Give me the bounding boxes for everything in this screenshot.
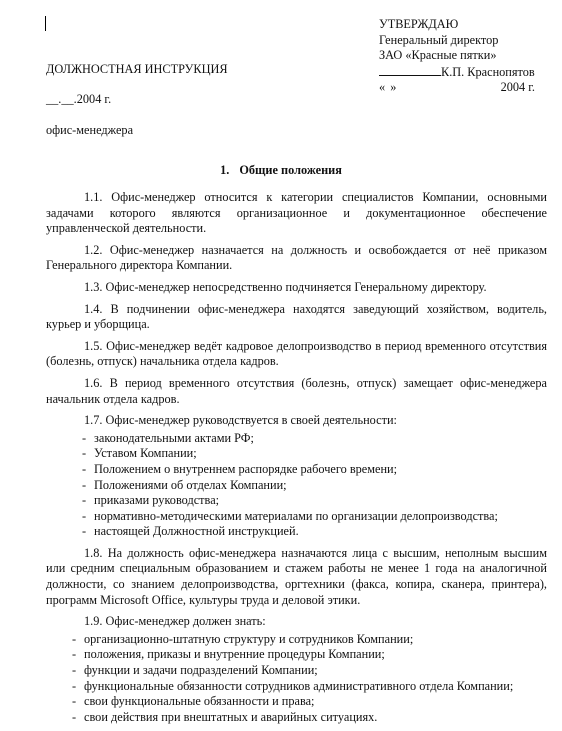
list-dash: - [82, 430, 87, 445]
section-title: Общие положения [239, 163, 342, 177]
list-item-text: положения, приказы и внутренние процедуры Компании; [84, 647, 385, 662]
approval-heading: УТВЕРЖДАЮ [379, 17, 459, 31]
list-item [46, 478, 547, 494]
signature-line [379, 64, 441, 76]
paragraph-1-9: 1.9. Офис-менеджер должен знать: [84, 614, 266, 629]
approval-company: ЗАО «Красные пятки» [379, 48, 497, 62]
list-item-text: нормативно-методическими материалами по организации делопроизводства; [94, 508, 498, 523]
section-number: 1. [220, 163, 230, 177]
document-subject: офис-менеджера [46, 123, 134, 137]
list-item-text: законодательными актами РФ; [94, 430, 254, 445]
approval-block [379, 17, 535, 96]
list-dash: - [72, 709, 77, 724]
approval-position: Генеральный директор [379, 32, 499, 47]
list-item [46, 663, 547, 679]
section-heading [0, 163, 562, 178]
list-item-text: свои действия при внештатных и аварийных ситуациях. [84, 709, 378, 724]
paragraph-1-2: 1.2. Офис-менеджер назначается на должность и освобождается от неё приказом Генерального директора Компании. [46, 242, 547, 273]
approval-signature-row [379, 64, 535, 81]
paragraph-1-8: 1.8. На должность офис-менеджера назначаются лица с высшим, неполным высшим или средним специальным образованием и стажем работы не менее 1 года на аналогичной должности, со знанием делопроизводства, оргтехники (факса, копира, сканера, принтера), программ Microsoft Office, культуры труда и деловой этики. [46, 545, 547, 607]
paragraph-1-6: 1.6. В период временного отсутствия (болезнь, отпуск) замещает офис-менеджера начальник отдела кадров. [46, 375, 547, 406]
approval-year: 2004 г. [500, 80, 535, 94]
list-item [46, 493, 547, 509]
list-dash: - [82, 461, 87, 476]
paragraph-1-5: 1.5. Офис-менеджер ведёт кадровое делопроизводство в период временного отсутствия (болезнь, отпуск) начальника отдела кадров. [46, 338, 547, 369]
list-item [46, 462, 547, 478]
list-item-text: Положением о внутреннем распорядке рабочего времени; [94, 461, 398, 476]
paragraph-1-7: 1.7. Офис-менеджер руководствуется в своей деятельности: [84, 413, 397, 428]
approval-date-row [379, 80, 535, 96]
list-item [46, 647, 547, 663]
list-item [46, 710, 547, 726]
list-item-text: свои функциональные обязанности и права; [84, 694, 315, 709]
list-dash: - [82, 446, 87, 461]
list-1-7 [46, 431, 547, 540]
list-dash: - [72, 647, 77, 662]
list-dash: - [72, 678, 77, 693]
list-item-text: функции и задачи подразделений Компании; [84, 663, 318, 678]
list-1-9 [46, 632, 547, 726]
list-dash: - [72, 694, 77, 709]
list-dash: - [82, 477, 87, 492]
approval-signature-name: К.П. Краснопятов [441, 64, 535, 79]
list-item-text: приказами руководства; [94, 493, 220, 508]
list-dash: - [82, 508, 87, 523]
approval-date-quotes: « » [379, 80, 398, 94]
document-date: __.__.2004 г. [46, 92, 112, 106]
list-item [46, 509, 547, 525]
document-body [46, 190, 547, 731]
list-item-text: функциональные обязанности сотрудников административного отдела Компании; [84, 678, 514, 693]
list-item [46, 431, 547, 447]
list-item [46, 446, 547, 462]
list-item [46, 694, 547, 710]
list-item-text: Уставом Компании; [94, 446, 197, 461]
document-title: ДОЛЖНОСТНАЯ ИНСТРУКЦИЯ [46, 62, 228, 76]
list-dash: - [82, 493, 87, 508]
list-item-text: настоящей Должностной инструкцией. [94, 524, 299, 539]
list-item [46, 632, 547, 648]
list-item [46, 524, 547, 540]
list-item-text: Положениями об отделах Компании; [94, 477, 287, 492]
list-item-text: организационно-штатную структуру и сотрудников Компании; [84, 631, 414, 646]
list-item [46, 679, 547, 695]
paragraph-1-4: 1.4. В подчинении офис-менеджера находятся заведующий хозяйством, водитель, курьер и уборщица. [46, 301, 547, 332]
paragraph-1-1: 1.1. Офис-менеджер относится к категории специалистов Компании, основными задачами которого являются организационное и документационное обеспечение управленческой деятельности. [46, 190, 547, 236]
list-dash: - [72, 631, 77, 646]
list-dash: - [72, 663, 77, 678]
text-cursor [45, 16, 46, 31]
paragraph-1-3: 1.3. Офис-менеджер непосредственно подчиняется Генеральному директору. [84, 279, 487, 294]
list-dash: - [82, 524, 87, 539]
